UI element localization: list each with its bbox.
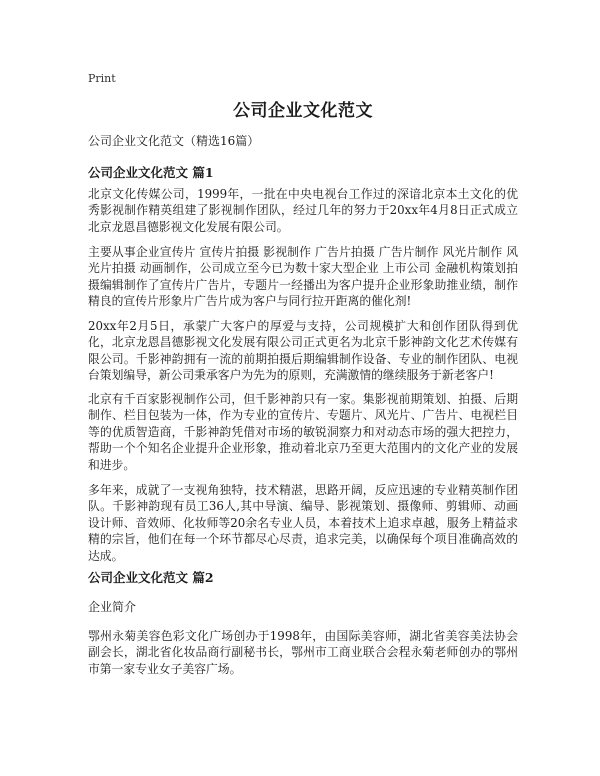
paragraph-1-3: 20xx年2月5日，承蒙广大客户的厚爱与支持，公司规模扩大和创作团队得到优化，北京龙恩昌德影视文化发展有限公司正式更名为北京千影神韵文化艺术传媒有限公司。千影神韵拥有一流的前期拍摄后期编辑制作设备、专业的制作团队、电视台策划编导，新公司秉承客户为先为的原则，充满激情的继续服务于新老客户! [88,319,518,383]
section-heading-2: 公司企业文化范文 篇2 [88,570,214,585]
paragraph-1-1: 北京文化传媒公司，1999年，一批在中央电视台工作过的深谙北京本土文化的优秀影视制作精英组建了影视制作团队，经过几年的努力于20xx年4月8日正式成立北京龙恩昌德影视文化发展有限公司。 [88,187,518,234]
section-heading-1: 公司企业文化范文 篇1 [88,165,214,180]
print-label[interactable]: Print [88,72,116,85]
document-subtitle: 公司企业文化范文（精选16篇） [88,134,260,148]
paragraph-1-4: 北京有千百家影视制作公司，但千影神韵只有一家。集影视前期策划、拍摄、后期制作、栏目包装为一体，作为专业的宣传片、专题片、风光片、广告片、电视栏目等的优质智造商，千影神韵凭借对市场的敏锐洞察力和对动态市场的强大把控力，帮助一个个知名企业提升企业形象，推动着北京乃至更大范围内的文化产业的发展和进步。 [88,392,518,472]
paragraph-2-1: 鄂州永菊美容色彩文化广场创办于1998年，由国际美容师，湖北省美容美法协会副会长，湖北省化妆品商行副秘书长，鄂州市工商业联合会程永菊老师创办的鄂州市第一家专业女子美容广场。 [88,629,518,676]
paragraph-1-5: 多年来，成就了一支视角独特，技术精湛，思路开阔，反应迅速的专业精英制作团队。千影神韵现有员工36人,其中导演、编导、影视策划、摄像师、剪辑师、动画设计师、音效师、化妆师等20余名专业人员，本着技术上追求卓越，服务上精益求精的宗旨，他们在每一个环节都尽心尽责，追求完美，以确保每个项目准确高效的达成。 [88,483,518,563]
section-intro-label: 企业简介 [88,600,137,614]
paragraph-1-2: 主要从事企业宣传片 宣传片拍摄 影视制作 广告片拍摄 广告片制作 风光片制作 风光片拍摄 动画制作，公司成立至今已为数十家大型企业 上市公司 金融机构策划拍摄编辑制作了宣传片广告片，专题片一经播出为客户提升企业形象助推业绩，制作精良的宣传片形象片广告片成为客户与同行拉开距离的催化剂! [88,245,518,309]
document-title: 公司企业文化范文 [233,101,373,121]
